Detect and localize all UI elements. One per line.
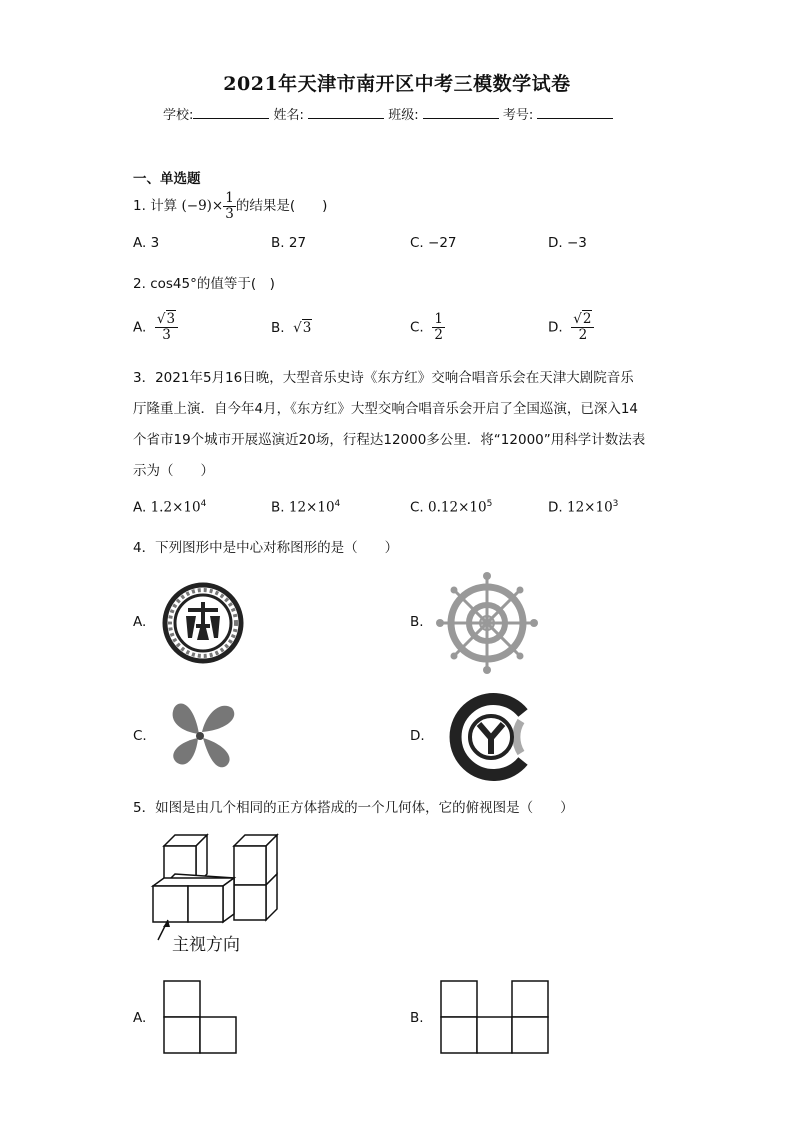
- q2-b-radicand: 3: [302, 320, 312, 336]
- option-label: D.: [548, 499, 563, 516]
- student-info-line: [163, 104, 613, 123]
- q3-line-4: 示为（ ）: [133, 463, 214, 479]
- q1-option-d[interactable]: [548, 235, 587, 251]
- q5-option-a-grid: [163, 980, 239, 1054]
- option-text: −27: [428, 235, 457, 251]
- q2-option-d[interactable]: [548, 312, 594, 343]
- view-direction-label: 主视方向: [172, 935, 240, 955]
- school-blank[interactable]: [193, 106, 269, 119]
- page-title: 2021年天津市南开区中考三模数学试卷: [223, 73, 571, 95]
- q4-option-c-label[interactable]: C.: [133, 728, 147, 744]
- option-label: D.: [548, 319, 563, 336]
- q3-line-3: 个省市19个城市开展巡演近20场，行程达12000多公里．将“12000”用科学计数法表: [133, 432, 646, 448]
- q3-line-2: 厅隆重上演．自今年4月，《东方红》大型交响合唱音乐会开启了全国巡演，已深入14: [133, 401, 639, 417]
- number-label: 考号:: [502, 108, 534, 123]
- q1-option-b[interactable]: [271, 235, 306, 251]
- q2-d-num: √2: [571, 312, 594, 328]
- q4-option-a-label[interactable]: A.: [133, 614, 147, 630]
- q2-number: 2.: [133, 276, 146, 292]
- option-text: 3: [150, 235, 160, 251]
- university-seal-icon: [162, 582, 244, 664]
- option-label: C.: [410, 319, 424, 336]
- section-title: 一、单选题: [133, 171, 201, 187]
- option-base: 12×10: [288, 499, 335, 516]
- q1-frac-den: 3: [225, 205, 234, 222]
- option-base: 1.2×10: [150, 499, 201, 516]
- q3-option-a[interactable]: [133, 499, 206, 516]
- option-base: 12×10: [566, 499, 613, 516]
- question-4: 4．下列图形中是中心对称图形的是（ ）: [133, 540, 399, 556]
- q2-option-b[interactable]: [271, 320, 312, 336]
- q2-d-fraction: [571, 312, 594, 343]
- option-label: A.: [133, 235, 147, 251]
- option-exponent: 3: [612, 499, 619, 509]
- option-label: B.: [271, 320, 285, 336]
- option-label: A.: [133, 319, 147, 336]
- q1-stem-post: 的结果是( ): [235, 198, 328, 214]
- q5-option-b-label[interactable]: B.: [410, 1010, 424, 1026]
- q2-option-c[interactable]: [410, 312, 445, 343]
- clover-icon: [162, 696, 240, 776]
- option-label: A.: [133, 499, 147, 516]
- q2-c-den: 2: [434, 327, 443, 343]
- option-label: D.: [548, 235, 563, 251]
- q4-option-d-label[interactable]: D.: [410, 728, 425, 744]
- q2-option-a[interactable]: [133, 312, 178, 343]
- q2-a-fraction: [155, 312, 178, 343]
- option-exponent: 4: [200, 499, 207, 509]
- school-label: 学校:: [163, 108, 194, 123]
- option-label: B.: [271, 235, 285, 251]
- q2-stem: cos45°的值等于( ): [150, 276, 275, 292]
- option-text: −3: [566, 235, 587, 251]
- q1-option-c[interactable]: [410, 235, 457, 251]
- ship-wheel-icon: [436, 572, 538, 674]
- q2-d-den: 2: [578, 327, 588, 343]
- q1-option-a[interactable]: [133, 235, 159, 251]
- option-base: 0.12×10: [428, 499, 487, 516]
- option-label: C.: [410, 235, 424, 251]
- q3-option-b[interactable]: [271, 499, 340, 516]
- q1-frac-num: 1: [225, 189, 234, 206]
- q2-a-radicand: 3: [166, 311, 176, 327]
- q3-line-1: 3．2021年5月16日晚，大型音乐史诗《东方红》交响合唱音乐会在天津大剧院音乐: [133, 370, 634, 386]
- option-text: 27: [288, 235, 307, 251]
- option-label: C.: [410, 499, 424, 516]
- cy-logo-icon: [443, 691, 535, 783]
- class-blank[interactable]: [423, 106, 499, 119]
- q1-expr: (−9)×: [181, 198, 224, 214]
- question-2: [133, 272, 275, 292]
- q2-c-fraction: [432, 312, 445, 343]
- q2-a-num: √3: [155, 312, 178, 328]
- question-1: [133, 188, 327, 224]
- q1-fraction: [223, 191, 236, 222]
- name-label: 姓名:: [273, 108, 304, 123]
- q5-option-b-grid: [440, 980, 550, 1054]
- q2-b-sqrt: √3: [293, 320, 312, 336]
- class-label: 班级:: [388, 108, 419, 123]
- q4-option-b-label[interactable]: B.: [410, 614, 424, 630]
- question-5: 5．如图是由几个相同的正方体搭成的一个几何体，它的俯视图是（ ）: [133, 800, 574, 816]
- q5-option-a-label[interactable]: A.: [133, 1010, 147, 1026]
- q2-c-num: 1: [434, 311, 443, 327]
- name-blank[interactable]: [308, 106, 384, 119]
- q3-option-c[interactable]: [410, 499, 492, 516]
- q1-number: 1.: [133, 198, 146, 214]
- q2-d-radicand: 2: [582, 311, 592, 327]
- option-label: B.: [271, 499, 285, 516]
- q1-stem-pre: 计算: [150, 198, 178, 214]
- number-blank[interactable]: [537, 106, 613, 119]
- option-exponent: 5: [486, 499, 493, 509]
- q3-option-d[interactable]: [548, 499, 618, 516]
- q2-a-den: 3: [162, 327, 171, 343]
- option-exponent: 4: [334, 499, 341, 509]
